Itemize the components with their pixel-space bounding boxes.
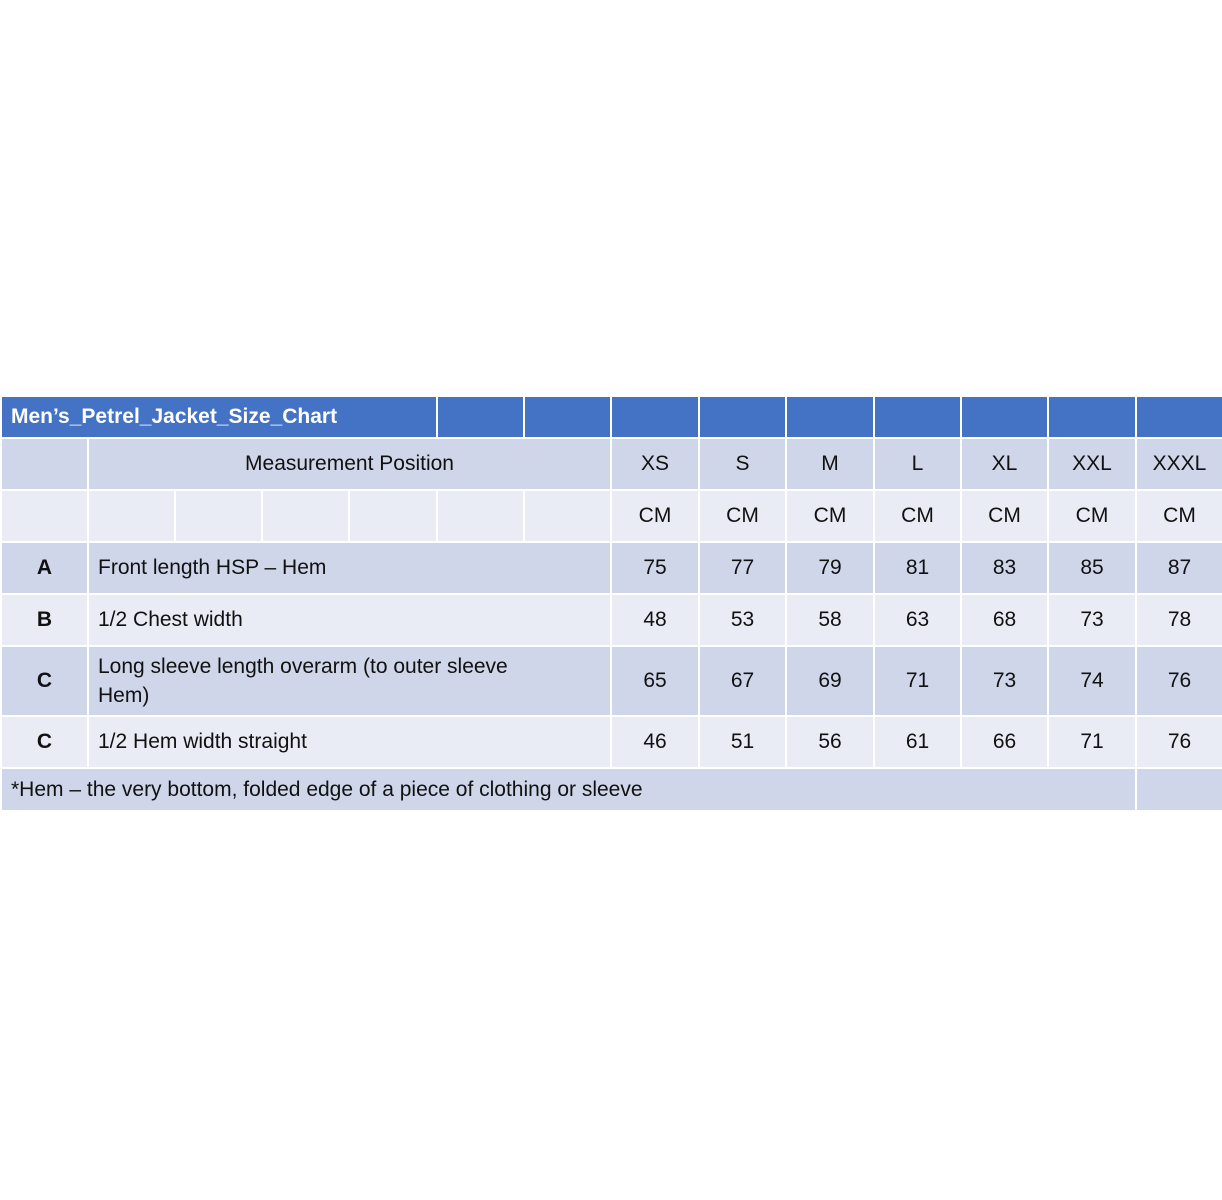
title-bar-cell xyxy=(525,397,610,437)
measurement-code: B xyxy=(2,595,87,645)
measurement-value: 51 xyxy=(700,717,785,767)
measurement-value: 76 xyxy=(1137,717,1222,767)
unit-label-cell: CM xyxy=(962,491,1047,541)
size-header-xs: XS xyxy=(612,439,698,489)
title-bar-cell xyxy=(962,397,1047,437)
unit-label-cell: CM xyxy=(1049,491,1135,541)
measurement-label: 1/2 Hem width straight xyxy=(89,717,610,767)
title-bar-cell xyxy=(700,397,785,437)
measurement-value: 73 xyxy=(1049,595,1135,645)
measurement-code: C xyxy=(2,647,87,715)
unit-label-cell: CM xyxy=(787,491,873,541)
title-bar-cell xyxy=(875,397,960,437)
measurement-label: Long sleeve length overarm (to outer sleeve Hem) xyxy=(89,647,610,715)
unit-row-empty-cell xyxy=(89,491,174,541)
measurement-code: A xyxy=(2,543,87,593)
title-bar-cell xyxy=(438,397,523,437)
size-header-xl: XL xyxy=(962,439,1047,489)
measurement-value: 63 xyxy=(875,595,960,645)
size-header-xxxl: XXXL xyxy=(1137,439,1222,489)
size-chart-table xyxy=(2,397,1207,810)
measurement-value: 68 xyxy=(962,595,1047,645)
footnote: *Hem – the very bottom, folded edge of a piece of clothing or sleeve xyxy=(2,769,1135,810)
measurement-value: 83 xyxy=(962,543,1047,593)
measurement-value: 76 xyxy=(1137,647,1222,715)
title-bar-cell xyxy=(612,397,698,437)
measurement-value: 58 xyxy=(787,595,873,645)
footnote-empty-cell xyxy=(1137,769,1222,810)
measurement-value: 85 xyxy=(1049,543,1135,593)
measurement-value: 71 xyxy=(1049,717,1135,767)
size-header-xxl: XXL xyxy=(1049,439,1135,489)
title-bar-cell xyxy=(1137,397,1222,437)
unit-row-empty-cell xyxy=(350,491,436,541)
unit-row-empty-cell xyxy=(263,491,348,541)
measurement-value: 61 xyxy=(875,717,960,767)
title-bar-cell xyxy=(1049,397,1135,437)
unit-row-empty-cell xyxy=(525,491,610,541)
measurement-value: 65 xyxy=(612,647,698,715)
measurement-value: 78 xyxy=(1137,595,1222,645)
measurement-value: 66 xyxy=(962,717,1047,767)
measurement-value: 53 xyxy=(700,595,785,645)
unit-label-cell: CM xyxy=(700,491,785,541)
measurement-value: 74 xyxy=(1049,647,1135,715)
unit-label-cell: CM xyxy=(1137,491,1222,541)
measurement-value: 48 xyxy=(612,595,698,645)
measurement-value: 69 xyxy=(787,647,873,715)
measurement-value: 75 xyxy=(612,543,698,593)
measurement-value: 46 xyxy=(612,717,698,767)
unit-label-cell: CM xyxy=(875,491,960,541)
measurement-value: 79 xyxy=(787,543,873,593)
size-header-s: S xyxy=(700,439,785,489)
measurement-value: 81 xyxy=(875,543,960,593)
chart-title: Men’s_Petrel_Jacket_Size_Chart xyxy=(2,397,436,437)
title-bar-cell xyxy=(787,397,873,437)
size-header-m: M xyxy=(787,439,873,489)
measurement-value: 73 xyxy=(962,647,1047,715)
unit-row-empty-cell xyxy=(176,491,261,541)
measurement-value: 71 xyxy=(875,647,960,715)
measurement-label: 1/2 Chest width xyxy=(89,595,610,645)
measurement-position-header: Measurement Position xyxy=(89,439,610,489)
unit-row-empty-cell xyxy=(2,491,87,541)
measurement-value: 67 xyxy=(700,647,785,715)
measurement-value: 87 xyxy=(1137,543,1222,593)
measurement-value: 56 xyxy=(787,717,873,767)
unit-label-cell: CM xyxy=(612,491,698,541)
header-empty-cell xyxy=(2,439,87,489)
unit-row-empty-cell xyxy=(438,491,523,541)
measurement-value: 77 xyxy=(700,543,785,593)
measurement-code: C xyxy=(2,717,87,767)
size-header-l: L xyxy=(875,439,960,489)
measurement-label: Front length HSP – Hem xyxy=(89,543,610,593)
